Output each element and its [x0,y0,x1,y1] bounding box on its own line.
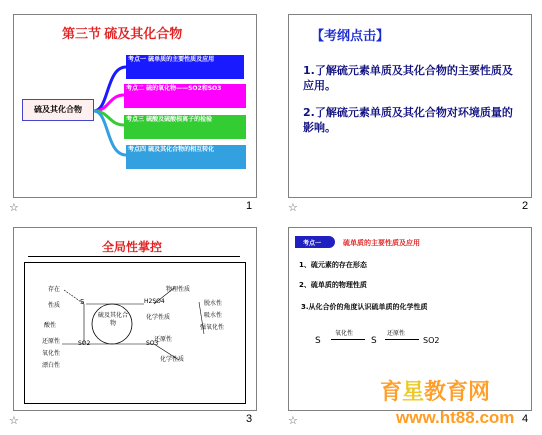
left-label-1: 存在 [48,286,61,293]
point-1: 1、硫元素的存在形态 [299,261,367,269]
branch-2-label: 考点二 [126,85,145,92]
right-label-7: 化学性质 [160,356,185,363]
right-label-2: 化学性质 [146,314,171,321]
slide-title: 第三节 硫及其化合物 [62,26,183,41]
slide-number-3: 3 [246,413,253,425]
branch-4-label: 考点四 [128,146,147,153]
watermark-char-b: 星 [402,380,425,405]
branch-3-label: 考点三 [126,116,145,123]
formula-reduce-label: 还原性 [387,330,406,337]
star-icon[interactable]: ☆ [288,201,298,214]
branch-2 [124,84,246,108]
right-label-6: 还原性 [154,336,173,343]
slide-number-4: 4 [522,413,529,425]
star-icon[interactable]: ☆ [288,414,298,427]
overview-diagram-lines [14,228,256,410]
topic-tag [295,236,335,248]
right-label-1: 物理性质 [166,286,191,293]
slide-thumbnail-2[interactable] [288,14,532,198]
left-label-5: 氧化性 [42,350,61,357]
objective-1: 1.了解硫元素单质及其化合物的主要性质及应用。 [303,64,513,92]
watermark-char-a: 育 [380,380,403,405]
point-2: 2、硫单质的物理性质 [299,281,367,289]
slide-thumbnail-1[interactable] [13,14,257,198]
topic-tag-label: 考点一 [303,240,322,247]
formula-arrow-2 [385,339,419,340]
node-h2so4: H2SO4 [144,298,165,305]
right-label-3: 脱水性 [204,300,223,307]
left-label-3: 酸性 [44,322,57,329]
slide-number-1: 1 [246,200,253,212]
formula-right: SO2 [423,336,440,345]
branch-1 [126,55,244,79]
node-s: S [80,298,85,306]
objective-2: 2.了解硫元素单质及其化合物对环境质量的影响。 [303,106,513,134]
branch-2-text: 硫的氧化物——SO2和SO3 [146,85,222,92]
formula-mid: S [371,336,377,346]
star-icon[interactable]: ☆ [9,414,19,427]
watermark-char-c: 教育网 [424,380,491,405]
branch-4-text: 硫及其化合物的相互转化 [148,146,215,153]
node-so3: SO3 [146,340,159,347]
topic-title: 硫单质的主要性质及应用 [343,239,420,247]
site-watermark [380,375,490,406]
node-so2: SO2 [78,340,91,347]
section-heading: 【考纲点击】 [311,29,390,44]
left-label-6: 漂白性 [42,362,61,369]
formula-oxidize-label: 氧化性 [335,330,354,337]
branch-1-label: 考点一 [128,56,147,63]
right-label-4: 吸水性 [204,312,223,319]
center-label: 硫及其化合物 [97,312,128,327]
formula-arrow-1 [331,339,365,340]
slide-title: 全局性掌控 [102,240,163,254]
point-3: 3.从化合价的角度认识硫单质的化学性质 [301,303,428,311]
slide-thumbnail-3[interactable] [13,227,257,411]
branch-1-text: 硫单质的主要性质及应用 [148,56,215,63]
branch-3-text: 硫酸及硫酸根离子的检验 [146,116,213,123]
star-icon[interactable]: ☆ [9,201,19,214]
right-label-5: 强氧化性 [200,324,225,331]
center-node: 硫及其化合物 [22,99,94,121]
left-label-2: 性质 [48,302,61,309]
slide-number-2: 2 [522,200,529,212]
watermark-url: www.ht88.com [396,408,515,427]
formula-left: S [315,336,321,346]
branch-3 [124,115,246,139]
left-label-4: 还原性 [42,338,61,345]
branch-4 [126,145,246,169]
